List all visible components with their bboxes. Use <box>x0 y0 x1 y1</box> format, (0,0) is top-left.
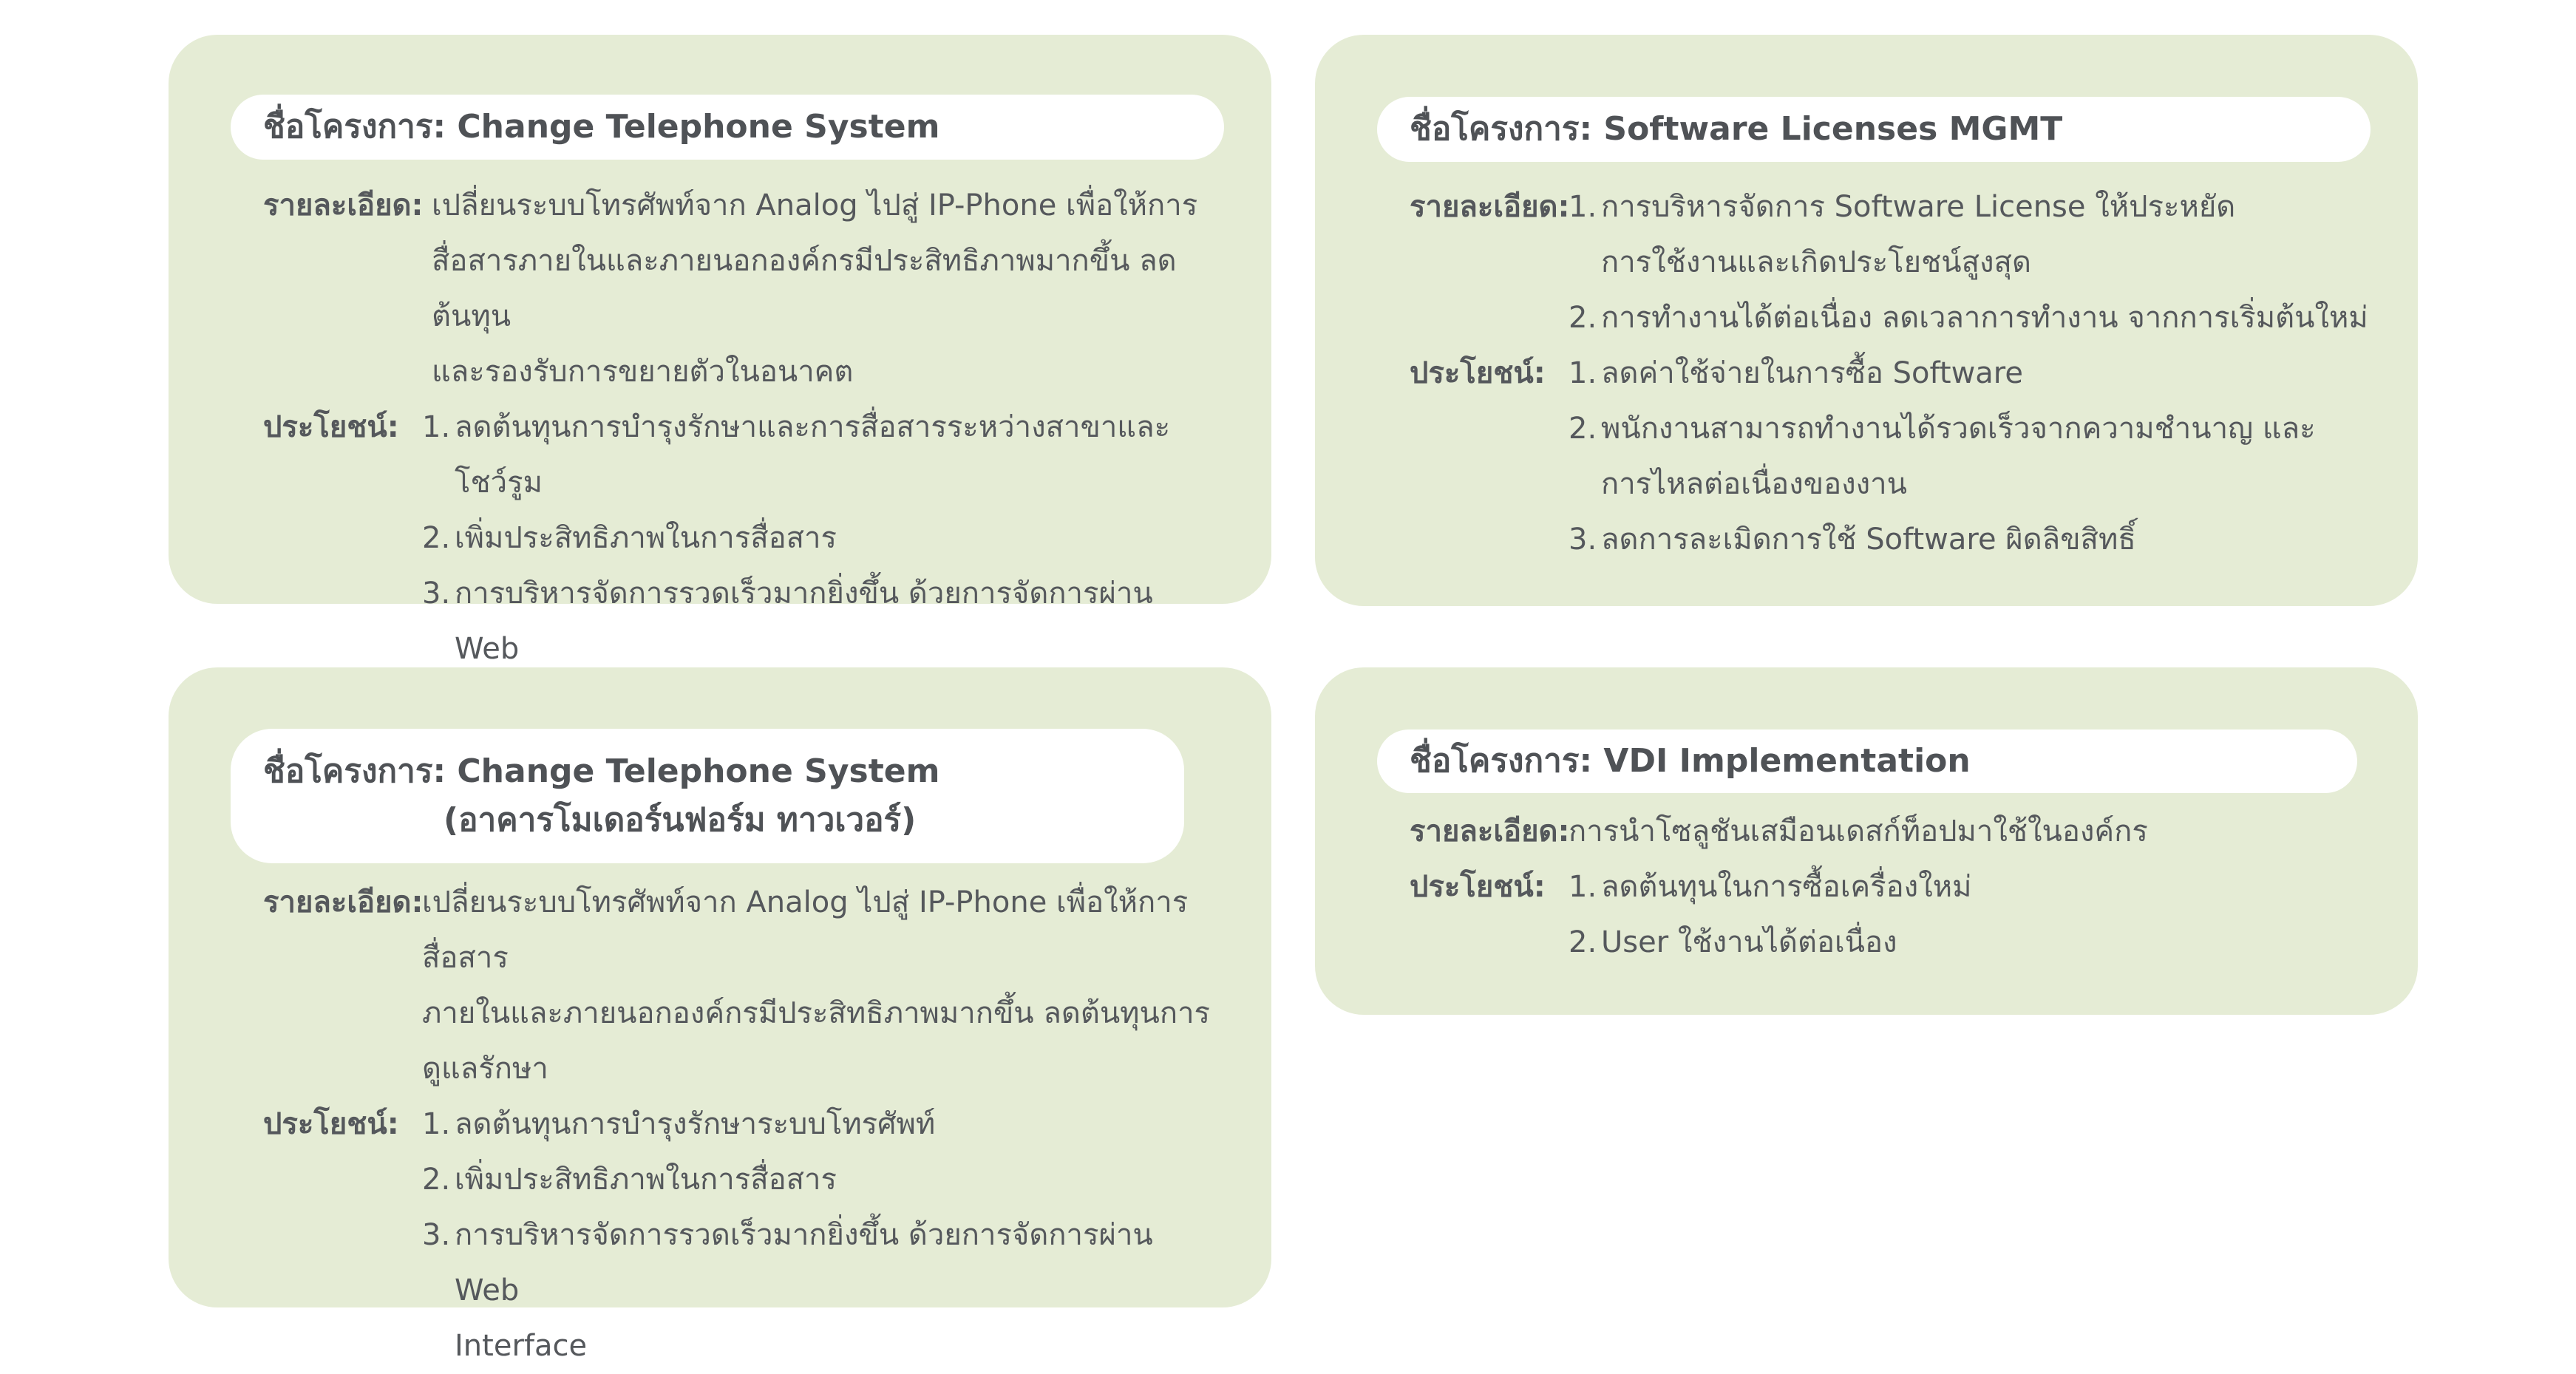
benefit-text: เพิ่มประสิทธิภาพในการสื่อสาร <box>455 1163 837 1197</box>
detail-line: สื่อสารภายในและภายนอกองค์กรมีประสิทธิภาพมากขึ้น ลดต้นทุน <box>432 244 1177 333</box>
benefit-list <box>1569 860 2371 970</box>
benefit-item <box>1569 860 2371 915</box>
detail-line: ดูแลรักษา <box>422 1052 548 1086</box>
project-card-vdi <box>1315 667 2418 1015</box>
benefit-label: ประโยชน์: <box>263 1107 399 1141</box>
project-title-name: Software Licenses MGMT <box>1603 110 2063 148</box>
detail-text <box>432 178 1217 400</box>
benefit-number: 1. <box>422 410 451 444</box>
detail-number: 1. <box>1569 190 1597 224</box>
project-title <box>1410 737 2357 786</box>
benefit-number: 1. <box>1569 356 1597 390</box>
benefit-number: 3. <box>422 577 451 611</box>
project-title <box>263 103 1224 152</box>
benefit-text: การไหลต่อเนื่องของงาน <box>1601 467 1907 501</box>
benefit-number: 2. <box>1569 925 1597 959</box>
project-body <box>263 178 1217 732</box>
benefit-label: ประโยชน์: <box>1410 356 1546 390</box>
benefit-text: ลดต้นทุนการบำรุงรักษาและการสื่อสารระหว่างสาขาและโชว์รูม <box>455 410 1171 500</box>
detail-label: รายละเอียด: <box>1410 814 1570 848</box>
benefit-text: การบริหารจัดการรวดเร็วมากยิ่งขึ้น ด้วยการจัดการผ่าน Web <box>455 577 1153 666</box>
project-card-change-telephone-tower <box>169 667 1271 1363</box>
detail-line: เปลี่ยนระบบโทรศัพท์จาก Analog ไปสู่ IP-Phone เพื่อให้การสื่อสาร <box>422 885 1189 975</box>
benefit-label: ประโยชน์: <box>1410 870 1546 904</box>
project-title-bar <box>231 729 1184 863</box>
benefit-row <box>1410 346 2378 568</box>
benefit-item <box>422 1152 1224 1208</box>
project-body <box>1410 804 2371 970</box>
detail-label: รายละเอียด: <box>263 885 424 919</box>
detail-text: การบริหารจัดการ Software License ให้ประหยัด <box>1601 190 2236 224</box>
detail-list <box>1569 180 2378 346</box>
benefit-item <box>1569 346 2378 401</box>
detail-row <box>1410 804 2371 860</box>
detail-line: ภายในและภายนอกองค์กรมีประสิทธิภาพมากขึ้น ลดต้นทุนการ <box>422 996 1211 1030</box>
benefit-list <box>422 1097 1224 1374</box>
benefit-item <box>422 1097 1224 1152</box>
benefit-item <box>422 400 1217 511</box>
project-title-prefix: ชื่อโครงการ: <box>1410 742 1593 780</box>
detail-text: การใช้งานและเกิดประโยชน์สูงสุด <box>1601 245 2031 279</box>
detail-label: รายละเอียด: <box>1410 190 1570 224</box>
detail-text <box>422 875 1224 1097</box>
detail-number: 2. <box>1569 301 1597 335</box>
benefit-row <box>263 1097 1224 1374</box>
benefit-item <box>1569 401 2378 512</box>
project-title-prefix: ชื่อโครงการ: <box>263 108 446 146</box>
benefit-label: ประโยชน์: <box>263 410 399 444</box>
benefit-number: 3. <box>1569 523 1597 557</box>
project-body <box>1410 180 2378 568</box>
benefit-number: 1. <box>1569 870 1597 904</box>
benefit-text: การบริหารจัดการรวดเร็วมากยิ่งขึ้น ด้วยการจัดการผ่าน Web <box>455 1218 1153 1307</box>
project-title-prefix: ชื่อโครงการ: <box>1410 110 1593 148</box>
detail-line: และรองรับการขยายตัวในอนาคต <box>432 355 854 389</box>
benefit-text: User ใช้งานได้ต่อเนื่อง <box>1601 925 1897 959</box>
benefit-item <box>1569 915 2371 970</box>
benefit-item <box>422 511 1217 566</box>
project-title-bar <box>1377 97 2371 162</box>
benefit-list <box>1569 346 2378 568</box>
detail-item <box>1569 290 2378 346</box>
detail-label: รายละเอียด: <box>263 188 424 222</box>
project-card-change-telephone <box>169 35 1271 666</box>
project-title-name: Change Telephone System <box>457 752 940 790</box>
project-card-software-licenses <box>1315 35 2418 606</box>
project-title-bar <box>231 95 1224 160</box>
detail-item <box>1569 180 2378 290</box>
benefit-text: พนักงานสามารถทำงานได้รวดเร็วจากความชำนาญ และ <box>1601 412 2316 446</box>
project-title-prefix: ชื่อโครงการ: <box>263 752 446 790</box>
project-title-bar <box>1377 729 2357 793</box>
benefit-item <box>422 1208 1224 1374</box>
benefit-number: 2. <box>422 521 451 555</box>
project-title-name: VDI Implementation <box>1603 742 1971 780</box>
detail-row <box>1410 180 2378 346</box>
project-title <box>263 747 1184 796</box>
benefit-text: เพิ่มประสิทธิภาพในการสื่อสาร <box>455 521 837 555</box>
benefit-number: 2. <box>1569 412 1597 446</box>
benefit-text: Interface <box>455 1329 588 1363</box>
benefit-number: 1. <box>422 1107 451 1141</box>
benefit-text: ลดค่าใช้จ่ายในการซื้อ Software <box>1601 356 2023 390</box>
benefit-item <box>1569 512 2378 568</box>
detail-text: การนำโซลูชันเสมือนเดสก์ท็อปมาใช้ในองค์กร <box>1569 814 2148 848</box>
benefit-row <box>1410 860 2371 970</box>
project-title-subtitle: (อาคารโมเดอร์นฟอร์ม ทาวเวอร์) <box>444 801 917 839</box>
detail-line: เปลี่ยนระบบโทรศัพท์จาก Analog ไปสู่ IP-Phone เพื่อให้การ <box>432 188 1198 222</box>
project-title-name: Change Telephone System <box>457 108 940 146</box>
detail-text: การทำงานได้ต่อเนื่อง ลดเวลาการทำงาน จากการเริ่มต้นใหม่ <box>1601 301 2368 335</box>
benefit-number: 3. <box>422 1218 451 1252</box>
detail-row <box>263 178 1217 400</box>
benefit-text: ลดต้นทุนการบำรุงรักษาระบบโทรศัพท์ <box>455 1107 936 1141</box>
project-title <box>1410 105 2371 154</box>
benefit-number: 2. <box>422 1163 451 1197</box>
detail-row <box>263 875 1224 1097</box>
benefit-text: ลดการละเมิดการใช้ Software ผิดลิขสิทธิ์ <box>1601 523 2136 557</box>
benefit-text: ลดต้นทุนในการซื้อเครื่องใหม่ <box>1601 870 1972 904</box>
project-body <box>263 875 1224 1374</box>
